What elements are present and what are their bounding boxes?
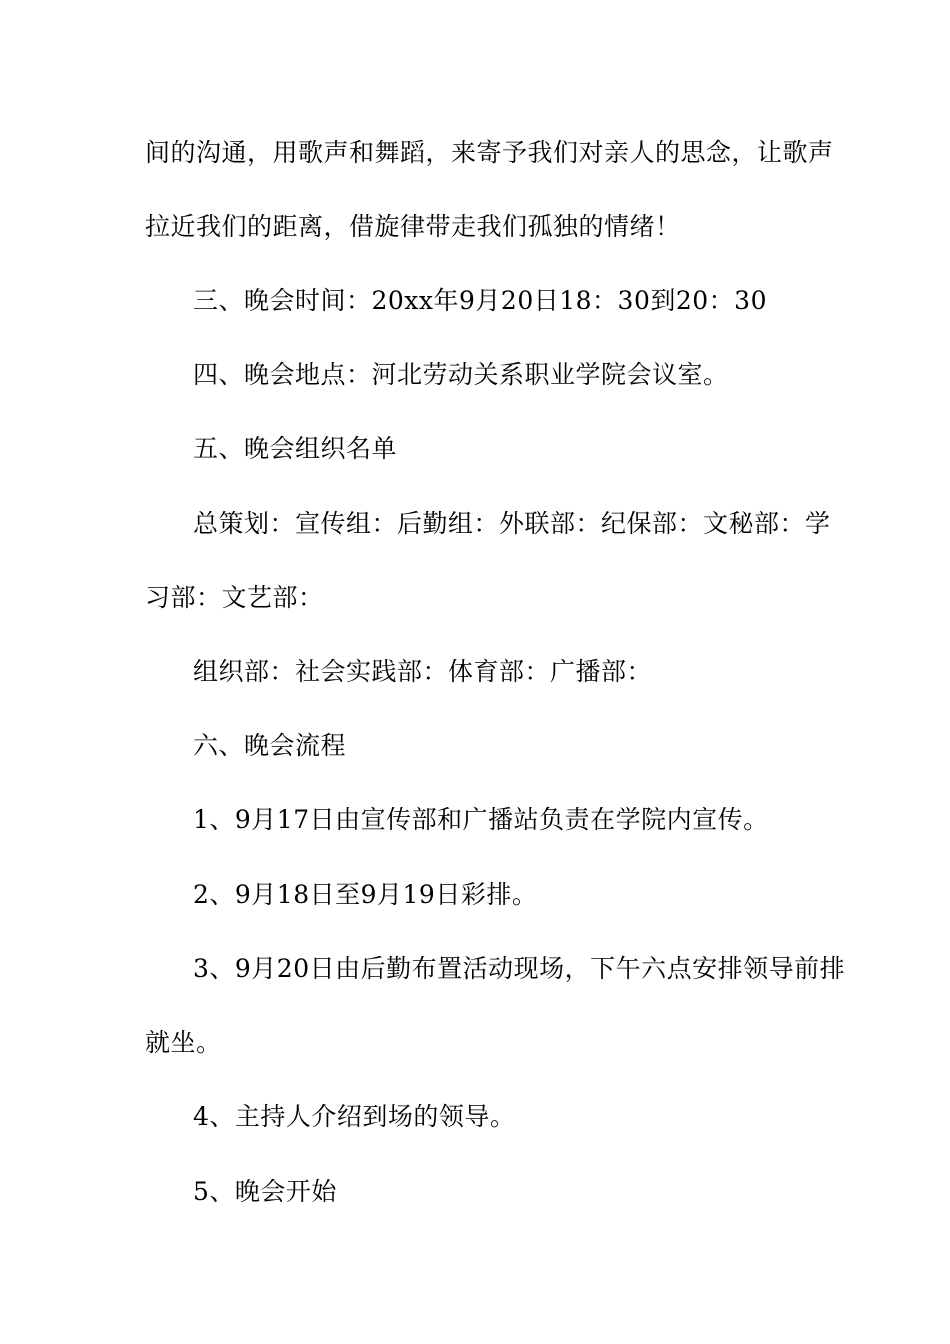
paragraph-line: 拉近我们的距离，借旋律带走我们孤独的情绪！: [145, 212, 681, 241]
paragraph-line: 间的沟通，用歌声和舞蹈，来寄予我们对亲人的思念，让歌声: [145, 138, 834, 167]
list-item: 4、主持人介绍到场的领导。: [193, 1102, 516, 1131]
paragraph-line: 习部：文艺部：: [145, 583, 324, 612]
list-item: 2、9月18日至9月19日彩排。: [193, 880, 538, 909]
paragraph-line: 就坐。: [145, 1028, 222, 1057]
list-item: 1、9月17日由宣传部和广播站负责在学院内宣传。: [193, 805, 769, 834]
section-heading-time: 三、晚会时间：20xx年9月20日18：30到20：30: [193, 286, 767, 315]
list-item: 3、9月20日由后勤布置活动现场，下午六点安排领导前排: [193, 954, 846, 983]
section-heading-process: 六、晚会流程: [193, 731, 347, 760]
list-item: 5、晚会开始: [193, 1177, 337, 1206]
paragraph-line: 总策划：宣传组：后勤组：外联部：纪保部：文秘部：学: [193, 509, 831, 538]
section-heading-organization: 五、晚会组织名单: [193, 434, 398, 463]
section-heading-location: 四、晚会地点：河北劳动关系职业学院会议室。: [193, 360, 729, 389]
paragraph-line: 组织部：社会实践部：体育部：广播部：: [193, 657, 653, 686]
